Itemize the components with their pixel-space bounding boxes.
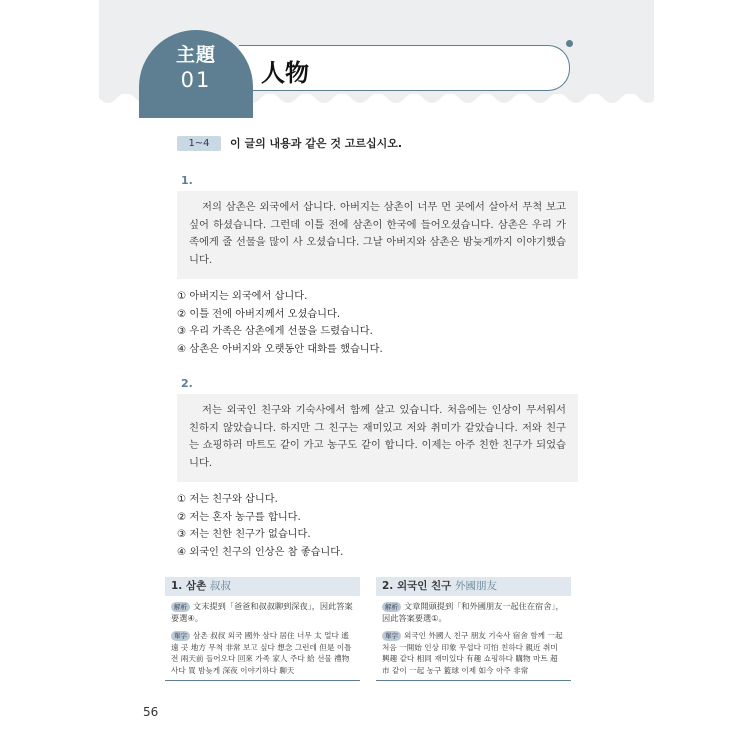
- vocab-head-2-hanzi: 外國朋友: [454, 580, 497, 592]
- option-2-1[interactable]: ① 저는 친구와 삽니다.: [177, 494, 278, 505]
- explanation-text-1: 文末提到「爸爸和叔叔聊到深夜」，因此答案要選④。: [171, 601, 353, 623]
- vocab-box-2: [376, 577, 571, 681]
- options-1: [177, 288, 383, 358]
- topic-label: 主題: [175, 44, 216, 66]
- option-1-3[interactable]: ③ 우리 가족은 삼촌에게 선물을 드렸습니다.: [177, 326, 373, 338]
- option-2-4[interactable]: ④ 외국인 친구의 인상은 참 좋습니다.: [177, 546, 344, 558]
- vocab-head-1: [165, 577, 360, 596]
- words-tag-1: 單字: [171, 631, 190, 641]
- topic-badge: [139, 30, 253, 118]
- vocab-head-2-label: 2. 외국인 친구: [382, 580, 452, 592]
- page-title: 人物: [261, 58, 309, 87]
- vocab-body-1: [165, 596, 360, 680]
- question-range-tag: 1~4: [177, 136, 221, 151]
- title-dot-decoration: [566, 40, 573, 47]
- word-list-1: [171, 630, 354, 676]
- title-box: [239, 45, 570, 91]
- vocab-body-2: [376, 596, 571, 680]
- vocab-head-1-hanzi: 叔叔: [209, 580, 231, 592]
- option-1-2[interactable]: ② 이틀 전에 아버지께서 오셨습니다.: [177, 308, 341, 320]
- question-number-1: 1.: [181, 174, 193, 187]
- word-list-2: [382, 630, 565, 676]
- explanation-text-2: 文章開頭提到「和外國朋友一起住在宿舍」，因此答案要選①。: [382, 601, 564, 623]
- option-1-4[interactable]: ④ 삼촌은 아버지와 오랫동안 대화를 했습니다.: [177, 343, 383, 355]
- textbook-page: [99, 0, 654, 750]
- passage-2: 저는 외국인 친구와 기숙사에서 함께 살고 있습니다. 처음에는 인상이 무서워서 친하지 않았습니다. 하지만 그 친구는 재미있고 저와 취미가 같았습니다. 저와 친구는 쇼핑하러 마트도 같이 가고 농구도 같이 합니다. 이제는 아주 친한 친구가 되었습니다.: [177, 394, 578, 482]
- option-2-2[interactable]: ② 저는 혼자 농구를 합니다.: [177, 511, 301, 523]
- option-2-3[interactable]: ③ 저는 친한 친구가 없습니다.: [177, 529, 311, 541]
- vocab-head-1-label: 1. 삼촌: [171, 580, 207, 592]
- vocab-box-1: [165, 577, 360, 681]
- explanation-tag-2: 解析: [382, 602, 401, 612]
- vocab-head-2: [376, 577, 571, 596]
- options-2: [177, 491, 343, 561]
- word-list-text-2: 외국인 外國人 친구 朋友 기숙사 宿舍 함께 一起 처음 一開始 인상 印象 무섭다 可怕 친하다 親近 취미 興趣 같다 相同 재미있다 有趣 쇼핑하다 購物 마트 超市 같이 一起 농구 籃球 이제 如今 아주 非常: [382, 631, 563, 675]
- word-list-text-1: 삼촌 叔叔 외국 國外 삼다 居住 너무 太 멀다 遙遠 곳 地方 무척 非常 보고 싶다 想念 그런데 但是 이틀 전 兩天前 들어오다 回來 가족 家人 주다 給 선물 禮物 사다 買 밤늦게 深夜 이야기하다 聊天: [171, 631, 352, 675]
- option-1-1[interactable]: ① 아버지는 외국에서 삽니다.: [177, 291, 308, 302]
- explanation-tag-1: 解析: [171, 602, 190, 612]
- instruction-text: 이 글의 내용과 같은 것 고르십시오.: [230, 137, 403, 150]
- topic-number: 01: [180, 68, 212, 92]
- explanation-2: [382, 600, 565, 624]
- page-number: 56: [143, 705, 159, 719]
- question-number-2: 2.: [181, 377, 193, 390]
- explanation-1: [171, 600, 354, 624]
- words-tag-2: 單字: [382, 631, 401, 641]
- passage-1: 저의 삼촌은 외국에서 삽니다. 아버지는 삼촌이 너무 먼 곳에서 살아서 무척 보고 싶어 하셨습니다. 그런데 이틀 전에 삼촌이 한국에 들어오셨습니다. 삼촌은 우리 가족에게 줄 선물을 많이 사 오셨습니다. 그날 아버지와 삼촌은 밤늦게까지 이야기했습니다.: [177, 191, 578, 279]
